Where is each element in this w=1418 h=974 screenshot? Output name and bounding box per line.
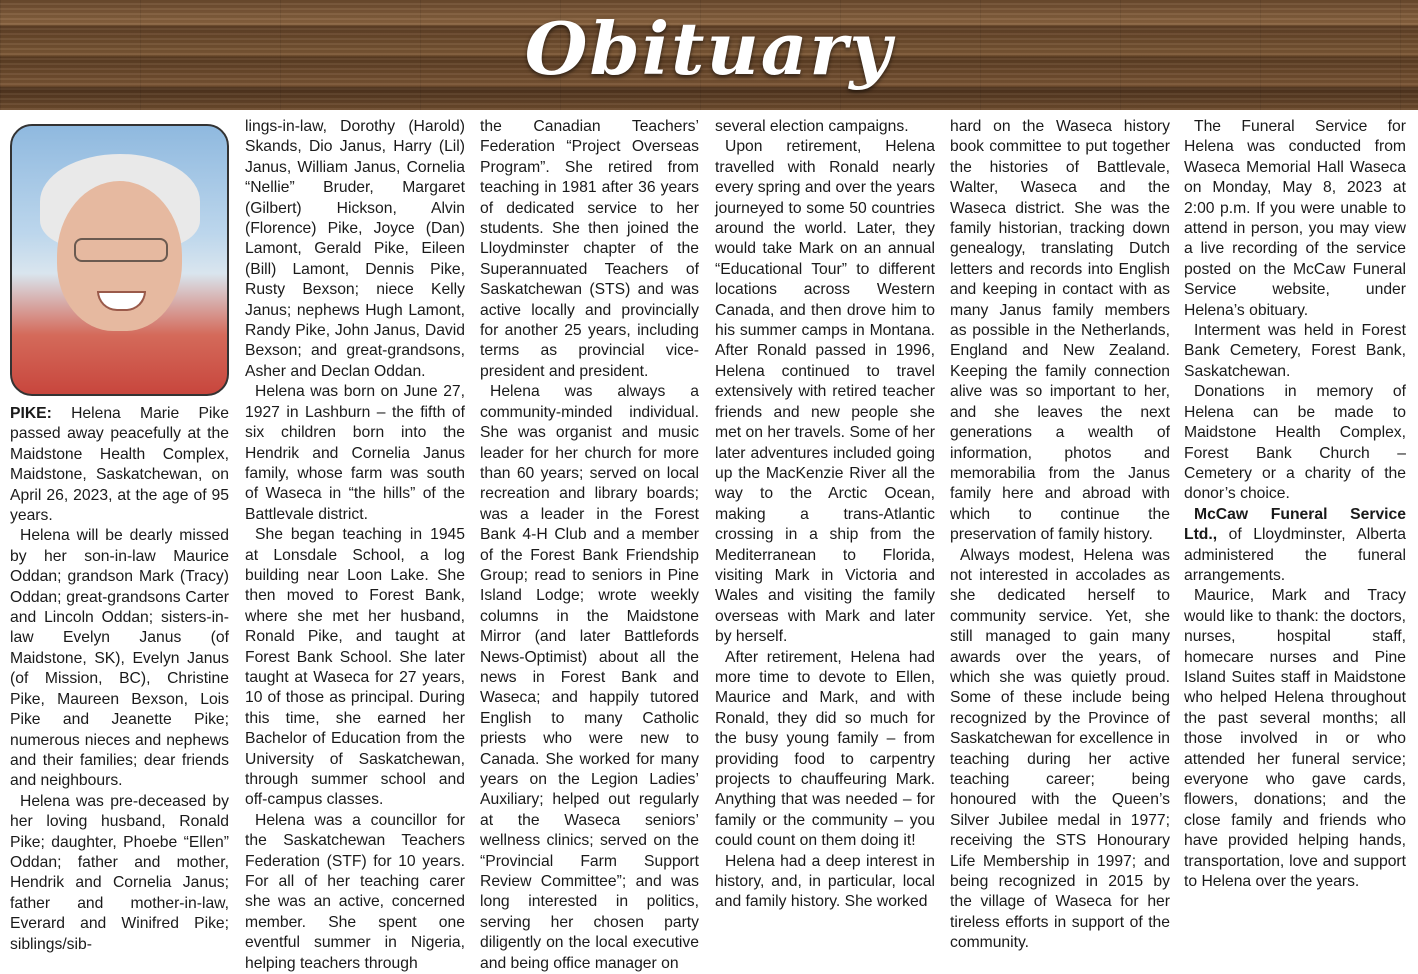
column-5 bbox=[950, 117, 1170, 954]
paragraph: several election campaigns. bbox=[715, 118, 909, 135]
funeral-home-name: McCaw Funeral Service Ltd., bbox=[1184, 505, 1406, 544]
paragraph: Helena was pre-deceased by her loving husband, Ronald Pike; daughter, Phoebe “Ellen” Oddan; father and mother, Hendrik and Cornelia Janus; father and mother-in-law, Everard and Winifred Pike; siblings/sib- bbox=[10, 792, 229, 953]
wood-banner bbox=[0, 0, 1418, 110]
paragraph: Always modest, Helena was not interested in accolades as she dedicated herself to community service. Yet, she still managed to gain many awards over the years, of which she was quietly proud. Some of these include being recognized by the Province of Saskatchewan for excellence in teaching during her active teaching career; being honoured with the Queen’s Silver Jubilee medal in 1977; receiving the STS Honourary Life Membership in 1997; and being recognized in 2015 by the village of Waseca for her tireless efforts in support of the community. bbox=[950, 546, 1170, 952]
paragraph: Maurice, Mark and Tracy would like to thank: the doctors, nurses, hospital staff, homecare nurses and Pine Island Suites staff in Maidstone who helped Helena throughout the past several months; all those involved in or who attended her funeral service; everyone who gave cards, flowers, donations; and the close family and friends who have provided helping hands, transportation, love and support to Helena over the years. bbox=[1184, 587, 1406, 891]
paragraph: Interment was held in Forest Bank Cemetery, Forest Bank, Saskatchewan. bbox=[1184, 322, 1406, 380]
paragraph: After retirement, Helena had more time to devote to Ellen, Maurice and Mark, and with Ronald, they did so much for the busy young family – from providing food to carpentry projects to chauffeuring Mark. Anything that was needed – for family or the community – you could count on them doing it! bbox=[715, 648, 935, 850]
paragraph: Helena had a deep interest in history, and, in particular, local and family history. She worked bbox=[715, 852, 935, 911]
paragraph: Helena was always a community-minded individual. She was organist and music leader for her church for more than 60 years; served on local recreation and library boards; was a leader in the Forest Bank 4-H Club and a member of the Forest Bank Friendship Group; read to seniors in Pine Island Lodge; wrote weekly columns in the Maidstone Mirror (and later Battlefords News-Optimist) about all the news in Forest Bank and Waseca; and happily tutored English to many Catholic priests who were new to Canada. She worked for many years on the Legion Ladies’ Auxiliary; helped out regularly at the Waseca seniors’ wellness clinics; served on the “Provincial Farm Support Review Committee”; and was long interested in politics, serving her chosen party diligently on the local executive and being office manager on bbox=[480, 383, 699, 972]
column-2 bbox=[245, 117, 465, 974]
column-1 bbox=[10, 404, 229, 955]
paragraph: Helena was born on June 27, 1927 in Lashburn – the fifth of six children born into the Hendrik and Cornelia Janus family, whose farm was south of Waseca in “the hills” of the Battlevale district. bbox=[245, 383, 465, 523]
obituary-title: Obituary bbox=[524, 6, 894, 91]
surname-lead: PIKE: bbox=[10, 405, 52, 422]
paragraph: Upon retirement, Helena travelled with Ronald nearly every spring and over the years journeyed to some 50 countries around the world. Later, they would take Mark on an annual “Educational Tour” to different locations across Western Canada, and then drove him to his summer camps in Montana. After Ronald passed in 1996, Helena continued to travel extensively with retired teacher friends and new people she met on her travels. Some of her later adventures included going up the MacKenzie River all the way to the Arctic Ocean, making a trans-Atlantic crossing in a ship from the Mediterranean to Florida, visiting Mark in Victoria and Wales and visiting the family overseas with Mark and later by herself. bbox=[715, 138, 935, 646]
paragraph: She began teaching in 1945 at Lonsdale School, a log building near Loon Lake. She then moved to Forest Bank, where she met her husband, Ronald Pike, and taught at Forest Bank School. She later taught at Waseca for 27 years, 10 of those as principal. During this time, she earned her Bachelor of Education from the University of Saskatchewan, through summer school and off-campus classes. bbox=[245, 526, 465, 809]
paragraph: hard on the Waseca history book committee to put together the histories of Battlevale, Walter, Waseca and the Waseca district. She was the family historian, tracking down genealogy, translating Dutch letters and records into English and keeping in contact with as many Janus family members as possible in the Netherlands, England and New Zealand. Keeping the family connection alive was so important to her, and she leaves the next generations a wealth of information, photos and memorabilia from the Janus family here and abroad with which to continue the preservation of family history. bbox=[950, 118, 1170, 544]
paragraph: Helena was a councillor for the Saskatchewan Teachers Federation (STF) for 10 years. For all of her teaching carer she was an active, concerned member. She spent one eventful summer in Nigeria, helping teachers through bbox=[245, 811, 465, 972]
paragraph: Helena will be dearly missed by her son-in-law Maurice Oddan; grandson Mark (Tracy) Oddan; great-grandsons Carter and Lincoln Oddan; sisters-in-law Evelyn Janus (of Maidstone, SK), Evelyn Janus (of Mission, BC), Christine Pike, Maureen Bexson, Lois Pike and Jeanette Pike; numerous nieces and nephews and their families; dear friends and neighbours. bbox=[10, 527, 229, 790]
portrait-photo bbox=[10, 124, 229, 396]
paragraph: PIKE: Helena Marie Pike passed away peacefully at the Maidstone Health Complex, Maidstone, Saskatchewan, on April 26, 2023, at the age of 95 years. bbox=[10, 405, 229, 525]
paragraph: the Canadian Teachers’ Federation “Project Overseas Program”. She retired from teaching in 1981 after 36 years of dedicated service to her students. She then joined the Lloydminster chapter of the Superannuated Teachers of Saskatchewan (STS) and was active locally and provincially for another 25 years, including terms as provincial vice-president and president. bbox=[480, 118, 699, 380]
column-3 bbox=[480, 117, 699, 974]
paragraph: Donations in memory of Helena can be made to Maidstone Health Complex, Forest Bank Church – Cemetery or a charity of the donor’s choice. bbox=[1184, 383, 1406, 503]
paragraph: The Funeral Service for Helena was conducted from Waseca Memorial Hall Waseca on Monday, May 8, 2023 at 2:00 p.m. If you were unable to attend in person, you may view a live recording of the service posted on the McCaw Funeral Service website, under Helena’s obituary. bbox=[1184, 118, 1406, 319]
column-4 bbox=[715, 117, 935, 913]
column-6 bbox=[1184, 117, 1406, 892]
paragraph: McCaw Funeral Service Ltd., of Lloydminster, Alberta administered the funeral arrangements. bbox=[1184, 505, 1406, 584]
paragraph: lings-in-law, Dorothy (Harold) Skands, Dio Janus, Harry (Lil) Janus, William Janus, Cornelia “Nellie” Bruder, Margaret (Gilbert) Hickson, Alvin (Florence) Pike, Joyce (Dan) Lamont, Gerald Pike, Eileen (Bill) Lamont, Dennis Pike, Rusty Bexson; niece Kelly Janus; nephews Hugh Lamont, Randy Pike, John Janus, David Bexson; and great-grandsons, Asher and Declan Oddan. bbox=[245, 118, 465, 380]
